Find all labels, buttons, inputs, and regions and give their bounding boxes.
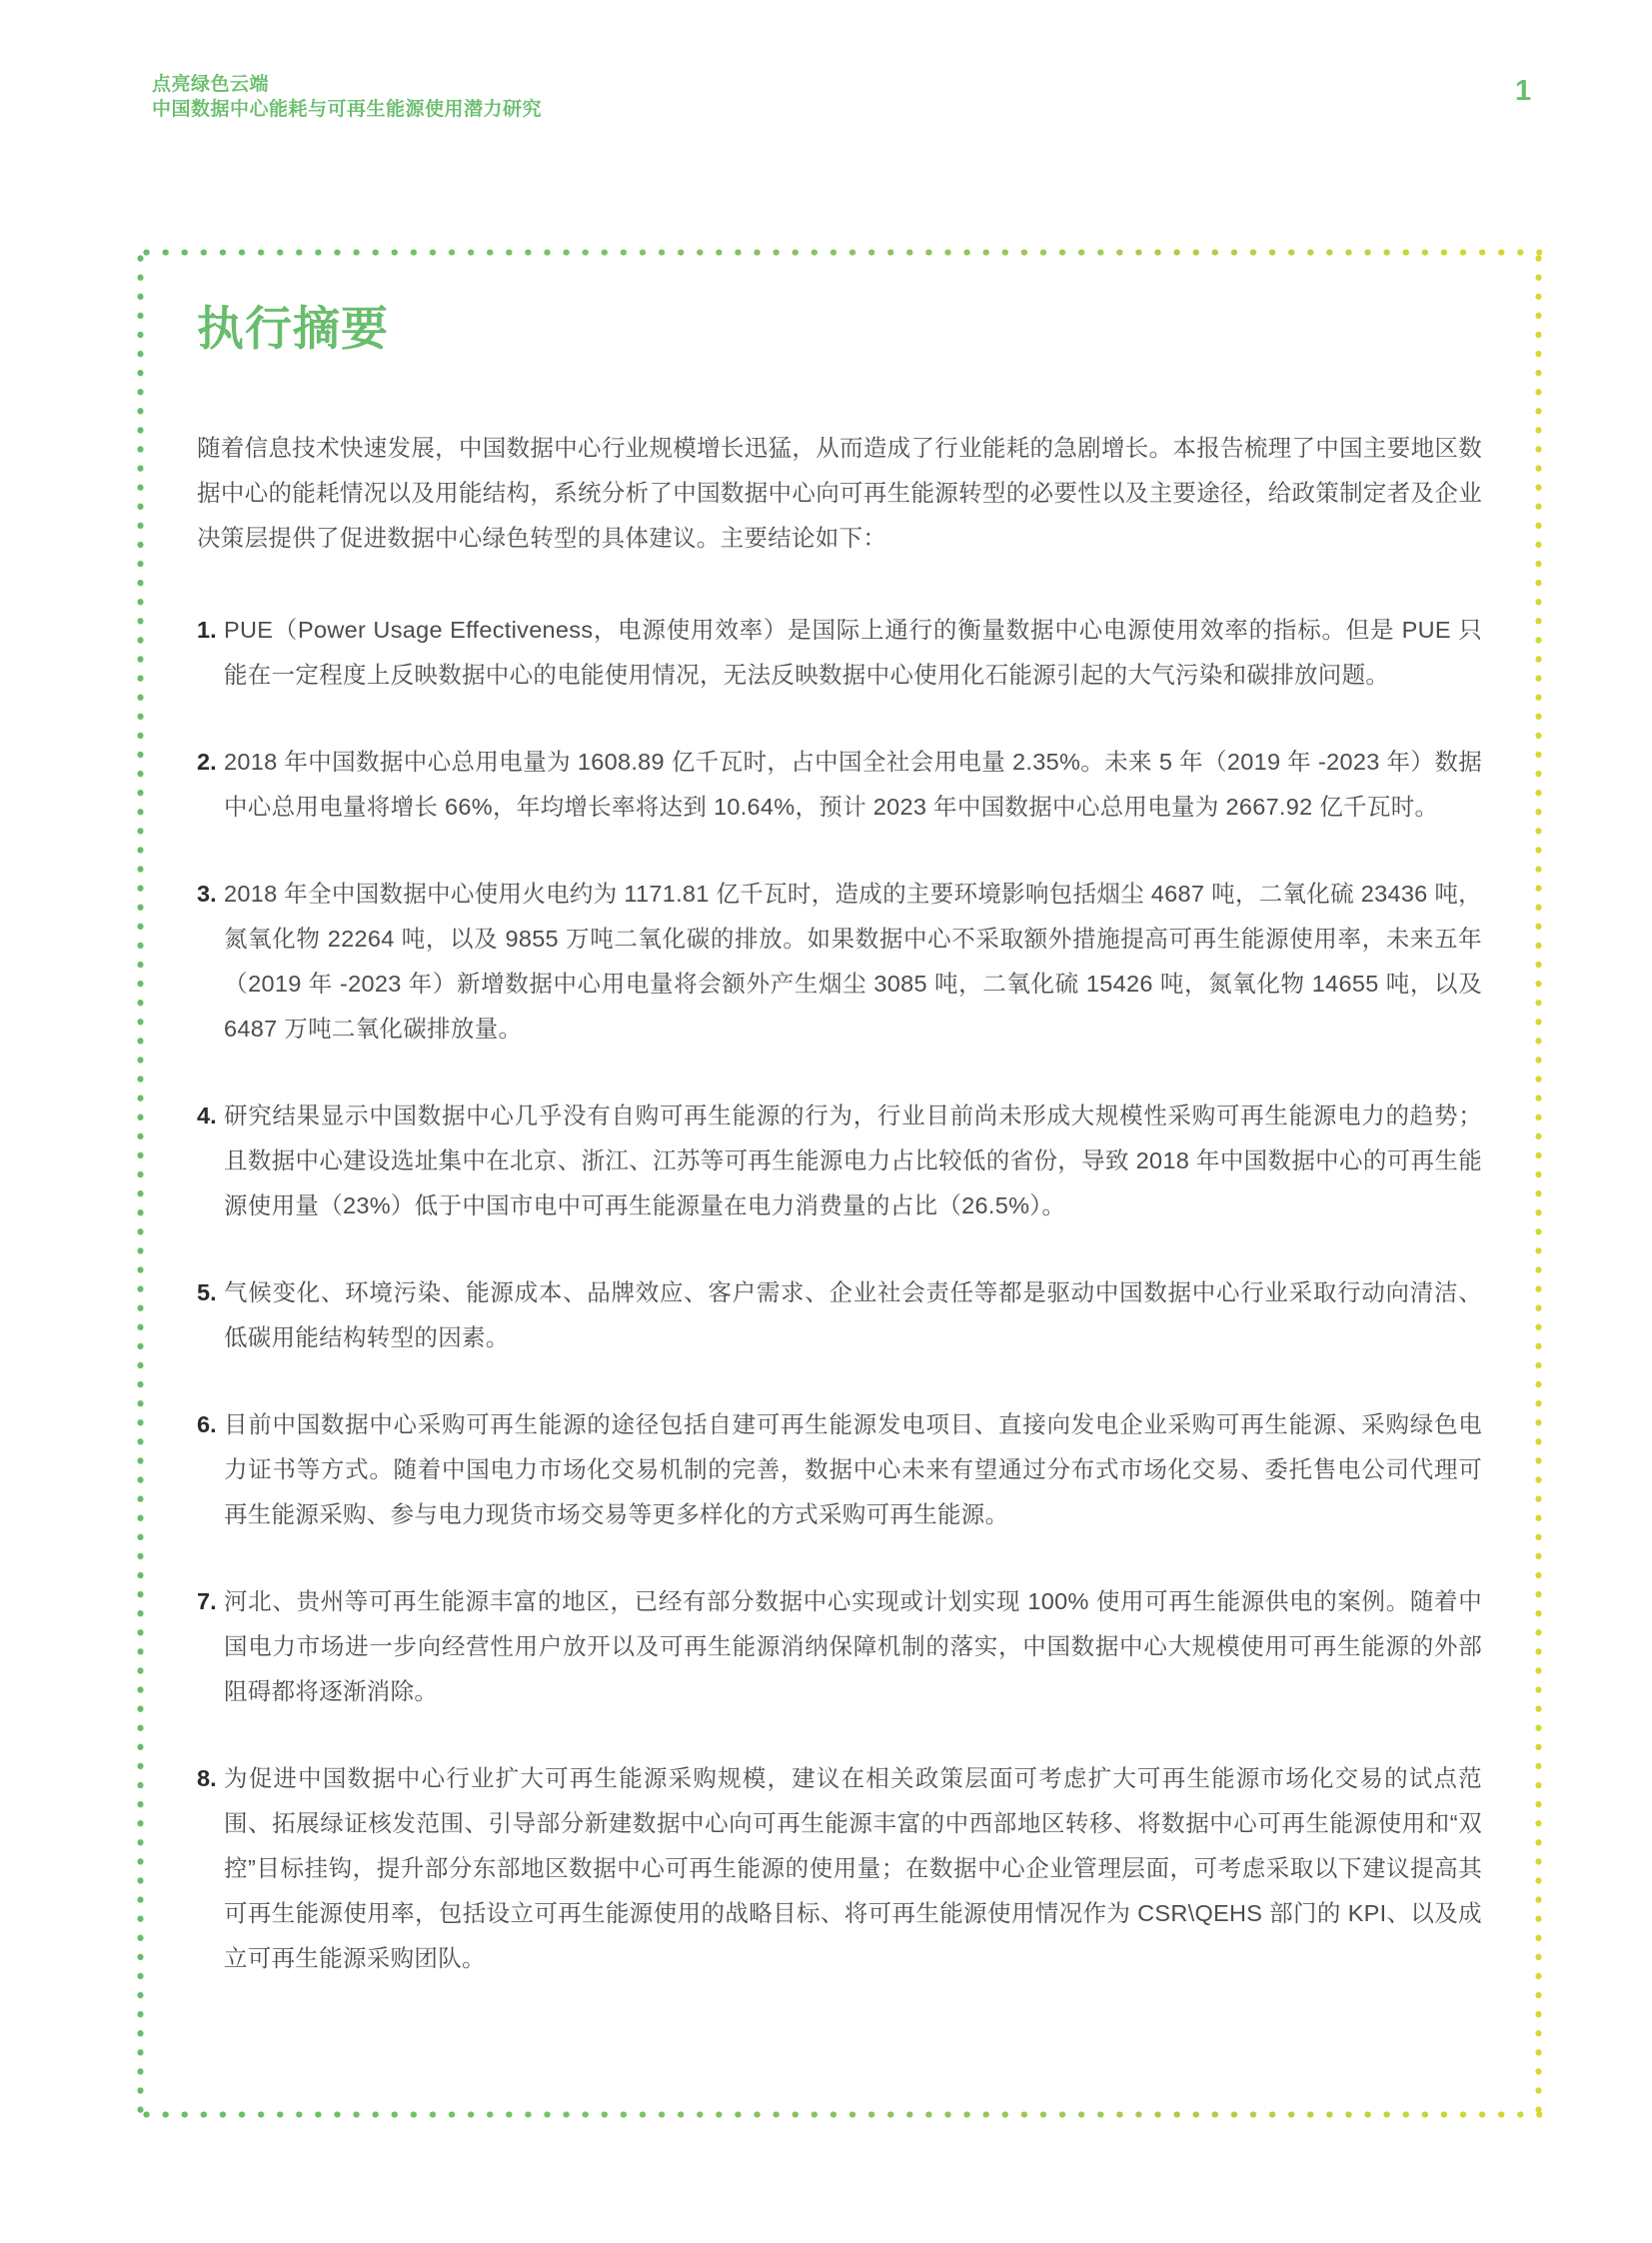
list-item — [197, 740, 1482, 830]
list-item-text: 河北、贵州等可再生能源丰富的地区，已经有部分数据中心实现或计划实现 100% 使用可再生能源供电的案例。随着中国电力市场进一步向经营性用户放开以及可再生能源消纳保障机制的落实，中国数据中心大规模使用可再生能源的外部阻碍都将逐渐消除。 — [224, 1588, 1482, 1704]
list-item-text: 目前中国数据中心采购可再生能源的途径包括自建可再生能源发电项目、直接向发电企业采购可再生能源、采购绿色电力证书等方式。随着中国电力市场化交易机制的完善，数据中心未来有望通过分布式市场化交易、委托售电公司代理可再生能源采购、参与电力现货市场交易等更多样化的方式采购可再生能源。 — [224, 1411, 1482, 1527]
report-title: 中国数据中心能耗与可再生能源使用潜力研究 — [152, 99, 543, 120]
list-item-number: 4. — [197, 1103, 217, 1128]
list-item-number: 3. — [197, 881, 217, 907]
conclusion-list — [197, 608, 1482, 1981]
dotted-border-left — [137, 249, 144, 2118]
list-item-text: 为促进中国数据中心行业扩大可再生能源采购规模，建议在相关政策层面可考虑扩大可再生能源市场化交易的试点范围、拓展绿证核发范围、引导部分新建数据中心向可再生能源丰富的中西部地区转移、将数据中心可再生能源使用和“双控”目标挂钩，提升部分东部地区数据中心可再生能源的使用量；在数据中心企业管理层面，可考虑采取以下建议提高其可再生能源使用率，包括设立可再生能源使用的战略目标、将可再生能源使用情况作为 CSR\QEHS 部门的 KPI、以及成立可再生能源采购团队。 — [224, 1765, 1482, 1971]
list-item-text: 2018 年中国数据中心总用电量为 1608.89 亿千瓦时，占中国全社会用电量 2.35%。未来 5 年（2019 年 -2023 年）数据中心总用电量将增长 66%，年均增长率将达到 10.64%，预计 2023 年中国数据中心总用电量为 2667.92 亿千瓦时。 — [224, 749, 1482, 820]
report-header — [152, 72, 542, 122]
list-item — [197, 1402, 1482, 1537]
list-item — [197, 1270, 1482, 1360]
dotted-border-right — [1535, 249, 1542, 2118]
list-item — [197, 1094, 1482, 1228]
dotted-border-bottom — [137, 2111, 1542, 2118]
intro-paragraph: 随着信息技术快速发展，中国数据中心行业规模增长迅猛，从而造成了行业能耗的急剧增长。本报告梳理了中国主要地区数据中心的能耗情况以及用能结构，系统分析了中国数据中心向可再生能源转型的必要性以及主要途径，给政策制定者及企业决策层提供了促进数据中心绿色转型的具体建议。主要结论如下： — [197, 435, 1482, 551]
list-item-number: 5. — [197, 1279, 217, 1305]
list-item-number: 6. — [197, 1411, 217, 1437]
list-item-text: 研究结果显示中国数据中心几乎没有自购可再生能源的行为，行业目前尚未形成大规模性采购可再生能源电力的趋势；且数据中心建设选址集中在北京、浙江、江苏等可再生能源电力占比较低的省份，导致 2018 年中国数据中心的可再生能源使用量（23%）低于中国市电中可再生能源量在电力消费量的占比（26.5%）。 — [224, 1103, 1482, 1218]
list-item — [197, 872, 1482, 1052]
list-item-text: 2018 年全中国数据中心使用火电约为 1171.81 亿千瓦时，造成的主要环境影响包括烟尘 4687 吨，二氧化硫 23436 吨，氮氧化物 22264 吨，以及 9855 万吨二氧化碳的排放。如果数据中心不采取额外措施提高可再生能源使用率，未来五年（2019 年 -2023 年）新增数据中心用电量将会额外产生烟尘 3085 吨，二氧化硫 15426 吨，氮氧化物 14655 吨，以及 6487 万吨二氧化碳排放量。 — [224, 881, 1482, 1042]
executive-summary-section — [197, 250, 1482, 1981]
list-item — [197, 608, 1482, 698]
list-item-number: 8. — [197, 1765, 217, 1791]
list-item — [197, 1756, 1482, 1981]
list-item — [197, 1579, 1482, 1714]
list-item-text: PUE（Power Usage Effectiveness，电源使用效率）是国际上通行的衡量数据中心电源使用效率的指标。但是 PUE 只能在一定程度上反映数据中心的电能使用情况，无法反映数据中心使用化石能源引起的大气污染和碳排放问题。 — [224, 617, 1482, 688]
report-slogan: 点亮绿色云端 — [152, 74, 270, 95]
list-item-text: 气候变化、环境污染、能源成本、品牌效应、客户需求、企业社会责任等都是驱动中国数据中心行业采取行动向清洁、低碳用能结构转型的因素。 — [224, 1279, 1482, 1350]
page-number: 1 — [1515, 75, 1532, 107]
section-title: 执行摘要 — [197, 302, 389, 355]
list-item-number: 2. — [197, 749, 217, 775]
list-item-number: 1. — [197, 617, 217, 643]
list-item-number: 7. — [197, 1588, 217, 1614]
